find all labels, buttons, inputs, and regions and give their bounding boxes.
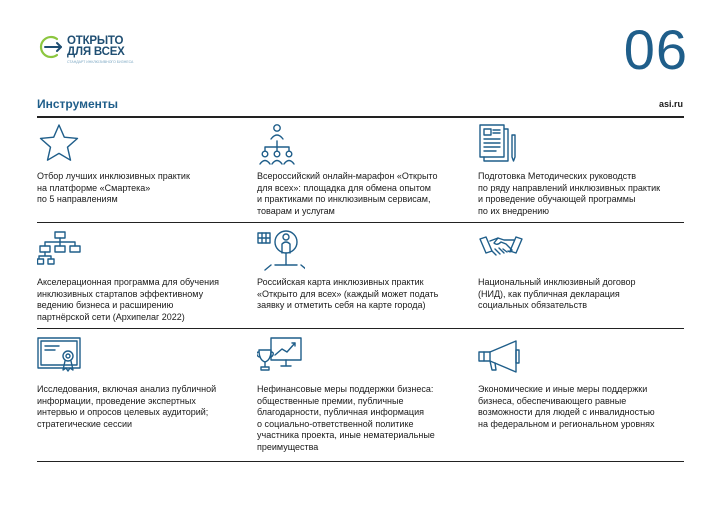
tool-item-text: Акселерационная программа для обучения инклюзивных стартапов эффективному ведению бизнеса и расширению партнёрской сети (Архипелаг 2022) [37, 277, 219, 322]
divider-row-3 [37, 461, 684, 462]
tool-item-text: Всероссийский онлайн-марафон «Открыто для всех»: площадка для обмена опытом и практиками по инклюзивным сервисам, товарам и услугам [257, 171, 438, 216]
divider-top [37, 116, 684, 118]
trophy-chart-icon [257, 336, 305, 380]
tool-item-text: Отбор лучших инклюзивных практик на платформе «Смартека» по 5 направлениям [37, 171, 190, 205]
people-network-icon [257, 123, 305, 167]
logo-tagline: СТАНДАРТ ИНКЛЮЗИВНОГО БИЗНЕСА [67, 60, 134, 64]
tool-item-text: Подготовка Методических руководств по ряду направлений инклюзивных практик и проведение обучающей программы по их внедрению [478, 171, 661, 216]
divider-row-2 [37, 328, 684, 329]
logo-line-2: ДЛЯ ВСЕХ [67, 46, 125, 58]
tool-item-text: Российская карта инклюзивных практик «Открыто для всех» (каждый может подать заявку и отметить себя на карте города) [257, 277, 439, 311]
certificate-icon [37, 336, 85, 380]
site-link[interactable]: asi.ru [658, 99, 683, 109]
megaphone-icon [478, 336, 526, 380]
section-title: Инструменты [37, 97, 119, 111]
divider-row-1 [37, 222, 684, 223]
tool-item-text: Экономические и иные меры поддержки бизнеса, обеспечивающего равные возможности для людей с инвалидностью на федеральном и региональном уровнях [478, 384, 655, 429]
page-number: 06 [623, 18, 688, 81]
tool-item-text: Нефинансовые меры поддержки бизнеса: общественные премии, публичные благодарности, публичная информация о социально-ответственной политике участника проекта, иные нематериальные преимущества [257, 384, 435, 452]
tool-item-text: Национальный инклюзивный договор (НИД), как публичная декларация социальных обязательств [478, 277, 636, 311]
logo [37, 32, 157, 72]
map-person-icon [257, 229, 305, 273]
org-chart-icon [37, 229, 85, 273]
tool-item-text: Исследования, включая анализ публичной информации, проведение экспертных интервью и опросов целевых аудиторий; стратегические сессии [37, 384, 217, 429]
document-pen-icon [478, 123, 526, 167]
handshake-icon [478, 229, 526, 273]
star-icon [37, 123, 85, 167]
logo-line-1: ОТКРЫТО [67, 35, 124, 47]
logo-arrow-icon [37, 34, 63, 60]
